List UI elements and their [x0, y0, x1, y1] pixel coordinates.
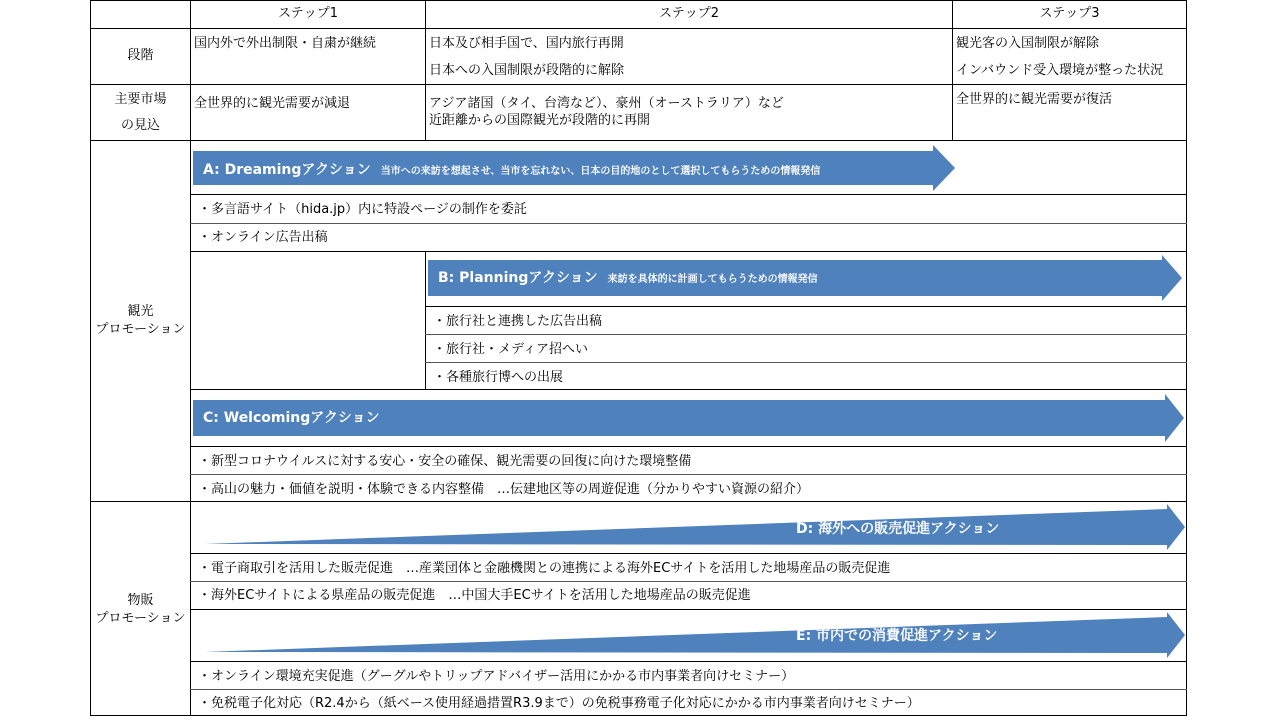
stage-step2-text-1: 日本及び相手国で、国内旅行再開 — [429, 36, 624, 51]
list-item: ・新型コロナウイルスに対する安心・安全の確保、観光需要の回復に向けた環境整備 — [198, 454, 692, 469]
row-line — [190, 251, 1187, 252]
dreaming-action-label — [203, 161, 820, 181]
market-step1-text: 全世界的に観光需要が減退 — [194, 96, 351, 111]
list-item: ・電子商取引を活用した販売促進 …産業団体と金融機関との連携による海外ECサイトを活用した地場産品の販売促進 — [198, 561, 891, 576]
header-step2: ステップ2 — [658, 6, 719, 21]
planning-action-label — [438, 269, 818, 289]
row-label-market-2: の見込 — [120, 118, 160, 133]
stage-step1-text: 国内外で外出制限・自粛が継続 — [194, 36, 377, 51]
section-label-tourism-1: 観光 — [127, 304, 154, 319]
local-consumption-action-title: E: 市内での消費促進アクション — [796, 628, 998, 644]
row-line — [190, 194, 1187, 195]
tourism-section-divider — [90, 501, 1187, 502]
planning-action-desc: 来訪を具体的に計画してもらうための情報発信 — [607, 274, 818, 285]
section-label-tourism-2: プロモーション — [95, 322, 186, 337]
table-border-bottom — [90, 715, 1187, 716]
table-border-top — [90, 0, 1187, 1]
row-line — [190, 609, 1187, 610]
section-label-products-2: プロモーション — [95, 611, 186, 626]
welcoming-action-title: C: Welcomingアクション — [203, 410, 380, 426]
list-item: ・各種旅行博への出展 — [433, 370, 564, 385]
row-label-market-1: 主要市場 — [114, 92, 167, 107]
row-line — [190, 553, 1187, 554]
list-item: ・旅行社・メディア招へい — [433, 342, 588, 357]
row-line — [425, 334, 1187, 335]
row-line — [190, 581, 1187, 582]
stage-step2-text-2: 日本への入国制限が段階的に解除 — [429, 63, 625, 78]
list-item: ・免税電子化対応（R2.4から（紙ベース使用経過措置R3.9まで）の免税事務電子化対応にかかる市内事業者向けセミナー） — [198, 696, 920, 711]
list-item: ・オンライン環境充実促進（グーグルやトリップアドバイザー活用にかかる市内事業者向けセミナー） — [198, 669, 795, 684]
row-line — [190, 661, 1187, 662]
overseas-sales-action-arrow — [205, 504, 1185, 550]
market-step2-text-1: アジア諸国（タイ、台湾など）、豪州（オーストラリア）など — [429, 96, 784, 111]
row-line — [190, 389, 1187, 390]
row-line — [190, 446, 1187, 447]
planning-block-divider — [425, 251, 426, 389]
overseas-sales-action-title: D: 海外への販売促進アクション — [796, 521, 1000, 537]
list-item: ・旅行社と連携した広告出稿 — [433, 314, 603, 329]
row-line — [425, 362, 1187, 363]
dreaming-action-desc: 当市への来訪を想起させ、当市を忘れない、日本の目的地のとして選択してもらうための情報発信 — [380, 166, 821, 177]
list-item: ・多言語サイト（hida.jp）内に特設ページの制作を委託 — [198, 202, 527, 217]
stage-step3-text-1: 観光客の入国制限が解除 — [956, 36, 1100, 51]
header-step1: ステップ1 — [277, 6, 338, 21]
stage-step3-text-2: インバウンド受入環境が整った状況 — [956, 63, 1164, 78]
row-label-stage: 段階 — [127, 48, 154, 63]
row-line — [190, 474, 1187, 475]
list-item: ・海外ECサイトによる県産品の販売促進 …中国大手ECサイトを活用した地場産品の販売促進 — [198, 588, 751, 603]
market-step3-text: 全世界的に観光需要が復活 — [956, 92, 1113, 107]
market-step2-text-2: 近距離からの国際観光が段階的に再開 — [429, 113, 651, 128]
local-consumption-action-arrow — [205, 612, 1185, 658]
planning-action-title: B: Planningアクション — [438, 270, 598, 286]
section-label-products-1: 物販 — [127, 593, 154, 608]
row-line — [425, 306, 1187, 307]
header-step3: ステップ3 — [1039, 6, 1100, 21]
list-item: ・オンライン広告出稿 — [198, 230, 328, 245]
list-item: ・高山の魅力・価値を説明・体験できる内容整備 …伝建地区等の周遊促進（分かりやすい資源の紹介） — [198, 482, 810, 497]
market-row-divider — [90, 140, 1187, 141]
row-line — [190, 689, 1187, 690]
stage-row-divider — [90, 84, 1187, 85]
dreaming-action-title: A: Dreamingアクション — [203, 162, 371, 178]
header-row-divider — [90, 28, 1187, 29]
row-line — [190, 223, 1187, 224]
